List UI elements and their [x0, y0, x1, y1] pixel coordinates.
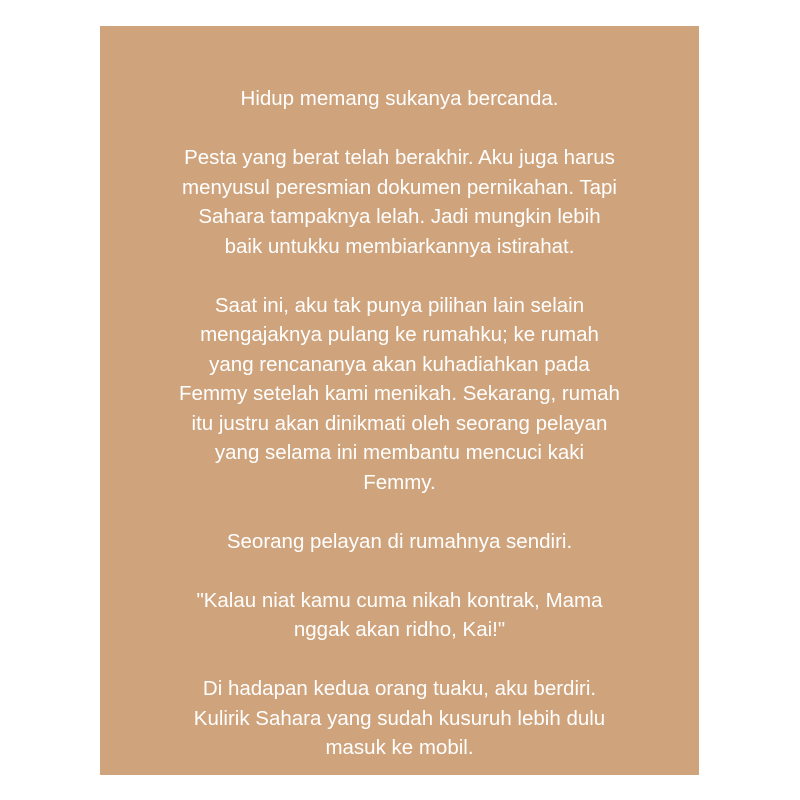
text-line: "Kalau niat kamu cuma nikah kontrak, Mama: [196, 588, 603, 612]
text-line: Femmy setelah kami menikah. Sekarang, rumah: [179, 382, 620, 405]
text-line: Saat ini, aku tak punya pilihan lain selain: [214, 293, 585, 317]
text-line: Kulirik Sahara yang sudah kusuruh lebih dulu: [193, 706, 606, 730]
paragraph-5: [100, 586, 699, 645]
text-line: Femmy.: [363, 470, 436, 494]
story-card: [100, 26, 699, 775]
text-line: baik untukku membiarkannya istirahat.: [224, 234, 575, 258]
text-line: menyusul peresmian dokumen pernikahan. Tapi: [182, 175, 617, 199]
text-line: masuk ke mobil.: [325, 736, 474, 759]
paragraph-6: [100, 674, 699, 763]
text-line: yang rencananya akan kuhadiahkan pada: [209, 352, 590, 376]
text-line: Pesta yang berat telah berakhir. Aku juga harus: [184, 146, 615, 169]
text-line: itu justru akan dinikmati oleh seorang pelayan: [191, 411, 608, 435]
text-line: Seorang pelayan di rumahnya sendiri.: [226, 529, 573, 553]
text-line: Sahara tampaknya lelah. Jadi mungkin lebih: [198, 205, 601, 228]
text-line: mengajaknya pulang ke rumahku; ke rumah: [200, 323, 599, 346]
paragraph-1: [100, 84, 699, 114]
text-line: nggak akan ridho, Kai!": [293, 618, 506, 641]
text-line: Di hadapan kedua orang tuaku, aku berdiri.: [202, 677, 597, 700]
text-line: Hidup memang sukanya bercanda.: [240, 87, 559, 110]
story-text: [100, 84, 699, 763]
paragraph-2: [100, 143, 699, 261]
text-line: yang selama ini membantu mencuci kaki: [214, 441, 585, 464]
paragraph-3: [100, 291, 699, 498]
paragraph-4: [100, 527, 699, 557]
